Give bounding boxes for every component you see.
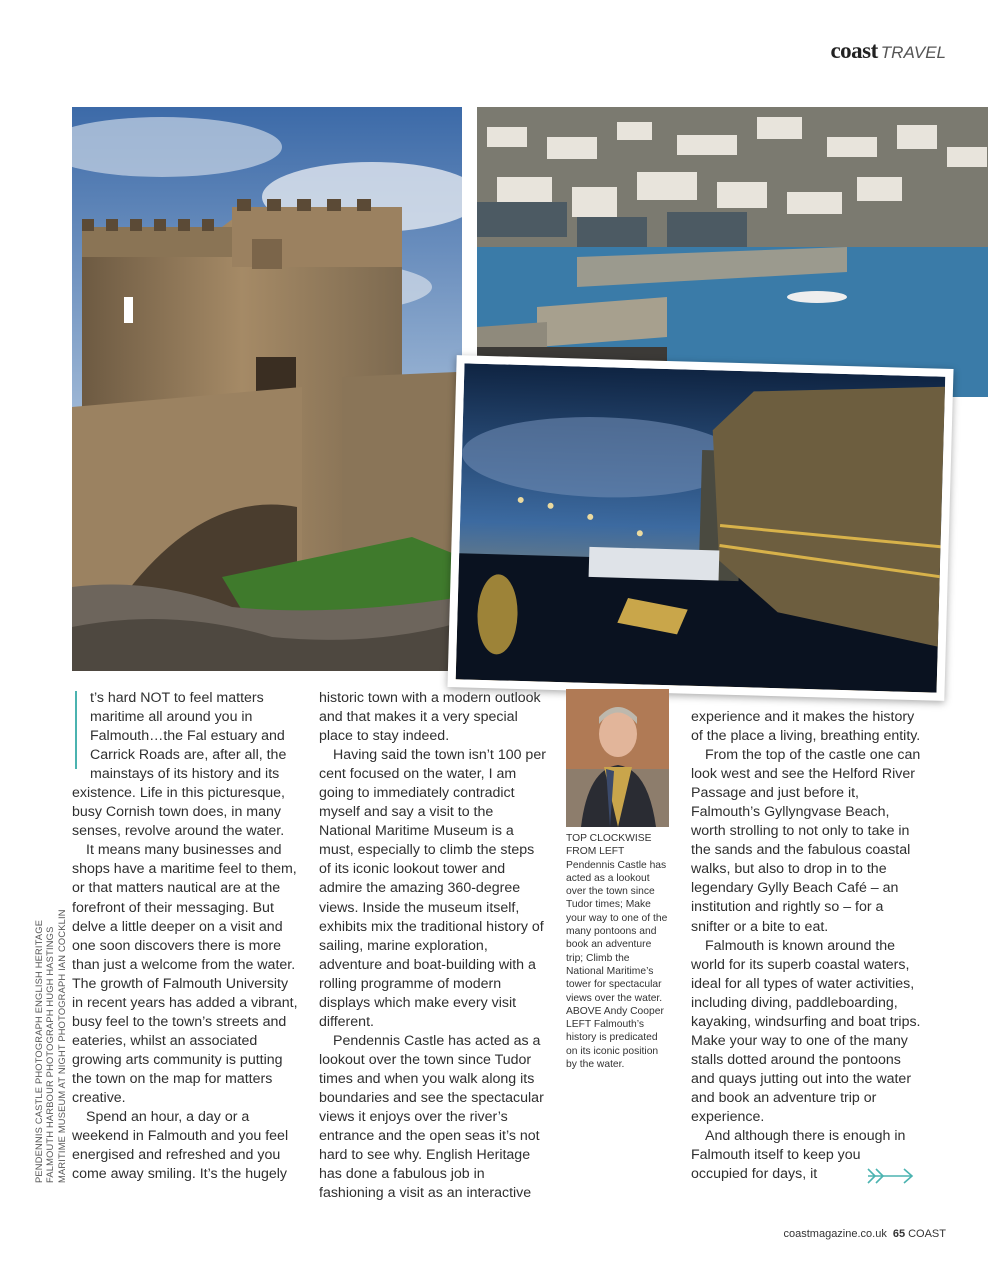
- article-paragraph: And although there is enough in Falmouth itself to keep you occupied for days, it: [691, 1128, 906, 1183]
- page-footer: [784, 1228, 947, 1240]
- article-paragraph: Spend an hour, a day or a weekend in Falmouth and you feel energised and refreshed and you come away smiling. It’s the hugely: [72, 1109, 289, 1183]
- continue-arrow-icon: [866, 1166, 916, 1186]
- section-label: TRAVEL: [880, 43, 946, 62]
- credit-line: MARITIME MUSEUM AT NIGHT PHOTOGRAPH IAN COCKLIN: [56, 909, 67, 1183]
- credit-line: PENDENNIS CASTLE PHOTOGRAPH ENGLISH HERITAGE: [34, 919, 44, 1183]
- article-paragraph: Falmouth is known around the world for its superb coastal waters, ideal for all types of water activities, including diving, paddleboarding, kayaking, windsurfing and boat trips. Make your way to one of the many stalls dotted around the pontoons and quays jutting out into the water and book an adventure trip or experience.: [691, 937, 921, 1125]
- article-column-2: [319, 689, 547, 1203]
- credit-line: FALMOUTH HARBOUR PHOTOGRAPH HUGH HASTINGS: [45, 926, 56, 1183]
- andy-cooper-portrait: [566, 689, 669, 827]
- article-column-1: [72, 689, 300, 1184]
- footer-website: coastmagazine.co.uk: [783, 1228, 887, 1240]
- article-paragraph: historic town with a modern outlook and that makes it a very special place to stay indeed.: [319, 690, 541, 745]
- pendennis-castle-photo: [72, 107, 462, 671]
- article-paragraph: experience and it makes the history of the place a living, breathing entity.: [691, 709, 921, 745]
- page-header: [830, 38, 946, 64]
- article-paragraph: t’s hard NOT to feel matters maritime all around you in Falmouth…the Fal estuary and Carrick Roads are, after all, the mainstays of its history and its existence. Life in this picturesque, busy Cornish town does, in many senses, revolve around the water.: [72, 690, 287, 840]
- article-paragraph: Having said the town isn’t 100 per cent focused on the water, I am going to immediately contradict myself and say a visit to the National Maritime Museum is a must, especially to climb the steps of its iconic lookout tower and admire the amazing 360-degree views. Inside the museum itself, exhibits mix the traditional history of sailing, marine exploration, adventure and boat-building with a rolling programme of modern displays which make every visit different.: [319, 747, 546, 1030]
- magazine-brand: coast: [830, 38, 878, 63]
- drop-cap-rule: [72, 689, 86, 767]
- article-paragraph: From the top of the castle one can look west and see the Helford River Passage and just before it, Falmouth’s Gyllyngvase Beach, worth strolling to not only to take in the sands and the fabulous coastal walks, but also to drop in to the legendary Gylly Beach Café – an institution and rightly so – for a snifter or a bite to eat.: [691, 747, 921, 935]
- article-paragraph: Pendennis Castle has acted as a lookout over the town since Tudor times and when you walk along its boundaries and see the spectacular views it enjoys over the river’s entrance and the open seas it’s not hard to see why. English Heritage has done a fabulous job in fashioning a visit as an interactive: [319, 1032, 544, 1202]
- photo-credits: [34, 909, 68, 1183]
- article-paragraph: It means many businesses and shops have a maritime feel to them, or that matters nautical are at the forefront of their messaging. But delve a little deeper on a visit and one soon discovers there is more than just a welcome from the water. The growth of Falmouth University in recent years has added a vibrant, busy feel to the town’s streets and eateries, whilst an associated growing arts community is putting the town on the map for matters creative.: [72, 842, 298, 1106]
- photo-caption: TOP CLOCKWISE FROM LEFT Pendennis Castle has acted as a lookout over the town since Tudor times; Make your way to one of the many pontoons and book an adventure trip; Climb the National Maritime’s tower for spectacular views over the water. ABOVE Andy Cooper LEFT Falmouth’s history is predicated on its iconic position by the water.: [566, 833, 668, 1071]
- falmouth-harbour-photo: [477, 107, 988, 397]
- footer-magazine: COAST: [908, 1228, 946, 1240]
- article-column-3: [691, 708, 921, 1184]
- page-number: 65: [892, 1228, 906, 1240]
- maritime-museum-photo: [447, 355, 953, 701]
